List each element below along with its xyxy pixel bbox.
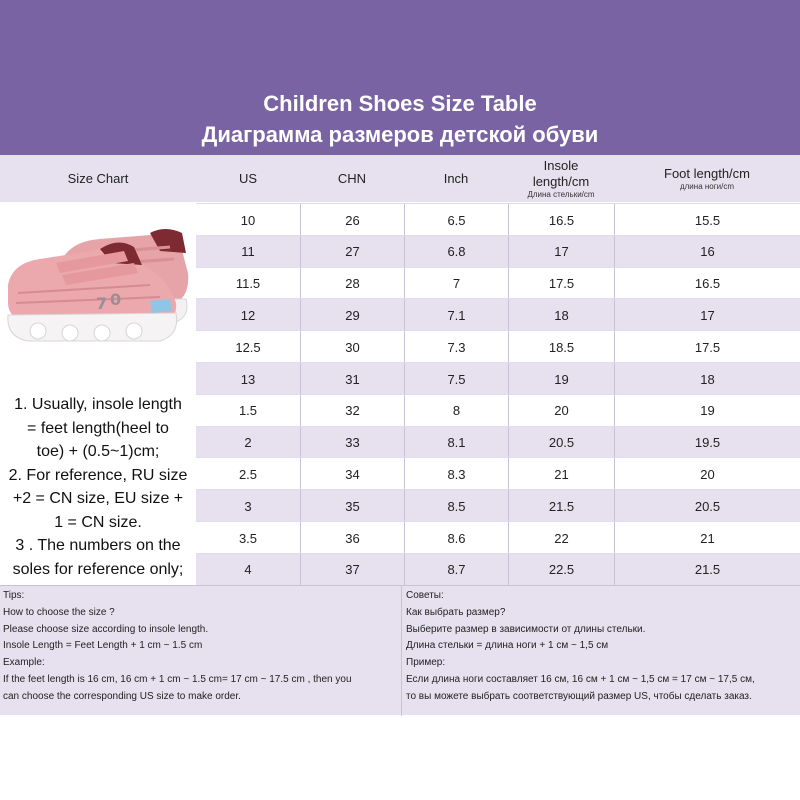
header-insole-line2: length/cm: [532, 173, 590, 189]
note-line: 2. For reference, RU size: [8, 466, 188, 484]
note-line: +2 = CN size, EU size +: [12, 490, 184, 507]
cell-chn: 26: [300, 204, 404, 236]
cell-insole: 20: [508, 395, 614, 427]
cell-us: 2: [244, 435, 252, 451]
cell-foot: 20.5: [614, 490, 800, 522]
cell-chn: 37: [300, 554, 404, 586]
table-row: [196, 521, 800, 553]
cell-insole: 19: [508, 363, 614, 395]
shoe-image: [0, 203, 195, 353]
cell-insole: 21: [508, 458, 614, 490]
cell-inch: 8.5: [404, 490, 508, 522]
header-chn: [300, 155, 404, 202]
cell-us: 12.5: [235, 339, 261, 355]
header-insole-line1: Insole: [543, 157, 579, 173]
cell-insole: 18.5: [508, 331, 614, 363]
cell-insole: 20.5: [508, 427, 614, 459]
tips-line: то вы можете выбрать соответствующий размер US, чтобы сделать заказ.: [406, 690, 752, 702]
cell-us: 1.5: [238, 403, 258, 419]
header-foot-line1: Foot length/cm: [664, 165, 750, 181]
cell-foot: 19.5: [614, 427, 800, 459]
tips-english: [3, 588, 398, 706]
cell-inch: 7.3: [404, 331, 508, 363]
size-notes: [0, 393, 196, 581]
table-row: [196, 267, 800, 299]
tips-line: If the feet length is 16 cm, 16 cm + 1 cm ~ 1.5 cm= 17 cm ~ 17.5 cm , then you: [3, 673, 352, 685]
table-row: [196, 489, 800, 521]
cell-inch: 7: [404, 268, 508, 300]
cell-chn: 32: [300, 395, 404, 427]
tips-line: Длина стельки = длина ноги + 1 см ~ 1,5 см: [406, 640, 609, 652]
note-line: toe) + (0.5~1)cm;: [36, 443, 160, 460]
header-insole-ru: Длина стельки/cm: [527, 189, 595, 199]
cell-us: 3.5: [238, 530, 258, 546]
tips-line: How to choose the size ?: [3, 606, 115, 618]
cell-foot: 17.5: [614, 331, 800, 363]
header-insole: [508, 155, 614, 202]
cell-inch: 6.5: [404, 204, 508, 236]
cell-foot: 21.5: [614, 554, 800, 586]
note-line: 3 . The numbers on the: [15, 537, 181, 554]
cell-chn: 36: [300, 522, 404, 554]
cell-insole: 17: [508, 236, 614, 268]
shoe-illustration: [0, 203, 195, 353]
table-row: [196, 426, 800, 458]
cell-us: 11: [241, 244, 255, 260]
table-row: [196, 330, 800, 362]
tips-line: can choose the corresponding US size to make order.: [3, 690, 241, 702]
cell-inch: 8: [404, 395, 508, 427]
table-row: [196, 457, 800, 489]
svg-text:7: 7: [96, 294, 108, 313]
table-row: [196, 298, 800, 330]
cell-insole: 16.5: [508, 204, 614, 236]
tips-line: Please choose size according to insole length.: [3, 623, 209, 635]
header-foot: [614, 155, 800, 202]
table-row: [196, 362, 800, 394]
cell-inch: 8.1: [404, 427, 508, 459]
header-inch: [404, 155, 508, 202]
cell-chn: 31: [300, 363, 404, 395]
cell-us: 12: [240, 307, 256, 323]
svg-text:0: 0: [110, 290, 122, 309]
cell-insole: 21.5: [508, 490, 614, 522]
cell-us: 13: [240, 371, 256, 387]
cell-foot: 16: [614, 236, 800, 268]
cell-foot: 15.5: [614, 204, 800, 236]
cell-us: 10: [240, 212, 256, 228]
cell-us: 2.5: [238, 466, 258, 482]
title-russian: Диаграмма размеров детской обуви: [201, 122, 599, 147]
header-us-label: US: [238, 170, 258, 186]
cell-chn: 34: [300, 458, 404, 490]
cell-foot: 17: [614, 299, 800, 331]
cell-foot: 21: [614, 522, 800, 554]
tips-line: Tips:: [3, 590, 25, 601]
cell-chn: 29: [300, 299, 404, 331]
cell-insole: 17.5: [508, 268, 614, 300]
cell-us: 3: [244, 498, 252, 514]
note-line: 1 = CN size.: [54, 513, 142, 531]
cell-chn: 28: [300, 268, 404, 300]
header-us: [196, 155, 300, 202]
header-size-chart: [0, 155, 196, 202]
table-row: [196, 394, 800, 426]
tips-line: Советы:: [406, 590, 444, 601]
header-chn-label: CHN: [337, 170, 367, 186]
header-size-chart-label: Size Chart: [67, 170, 129, 186]
note-line: = feet length(heel to: [27, 419, 169, 437]
tips-line: Если длина ноги составляет 16 см, 16 см + 1 см ~ 1,5 см = 17 см ~ 17,5 см,: [406, 673, 755, 685]
table-row: [196, 553, 800, 585]
cell-chn: 35: [300, 490, 404, 522]
tips-line: Выберите размер в зависимости от длины стельки.: [406, 623, 646, 635]
cell-chn: 33: [300, 427, 404, 459]
cell-foot: 16.5: [614, 268, 800, 300]
tips-divider: [401, 586, 402, 716]
tips-line: Example:: [3, 657, 45, 669]
cell-inch: 8.6: [404, 522, 508, 554]
cell-chn: 27: [300, 236, 404, 268]
cell-insole: 22: [508, 522, 614, 554]
cell-inch: 7.5: [404, 363, 508, 395]
table-row: [196, 203, 800, 235]
cell-us: 11.5: [235, 276, 261, 292]
tips-line: Insole Length = Feet Length + 1 cm ~ 1.5 cm: [3, 640, 203, 652]
cell-inch: 8.3: [404, 458, 508, 490]
cell-foot: 18: [614, 363, 800, 395]
header-inch-label: Inch: [443, 170, 469, 186]
tips-line: Пример:: [406, 657, 446, 669]
cell-foot: 19: [614, 395, 800, 427]
tips-line: Как выбрать размер?: [406, 606, 506, 618]
cell-inch: 8.7: [404, 554, 508, 586]
table-header: [0, 155, 800, 202]
cell-inch: 6.8: [404, 236, 508, 268]
cell-us: 4: [244, 562, 252, 578]
tips-russian: [406, 588, 798, 706]
header-foot-ru: длина ноги/cm: [679, 181, 735, 191]
cell-chn: 30: [300, 331, 404, 363]
tips-section: [0, 585, 800, 715]
cell-foot: 20: [614, 458, 800, 490]
note-line: 1. Usually, insole length: [14, 396, 182, 413]
title-banner: [0, 0, 800, 155]
note-line: soles for reference only;: [12, 560, 184, 578]
title-english: Children Shoes Size Table: [263, 91, 537, 116]
cell-insole: 22.5: [508, 554, 614, 586]
cell-insole: 18: [508, 299, 614, 331]
cell-inch: 7.1: [404, 299, 508, 331]
table-row: [196, 235, 800, 267]
